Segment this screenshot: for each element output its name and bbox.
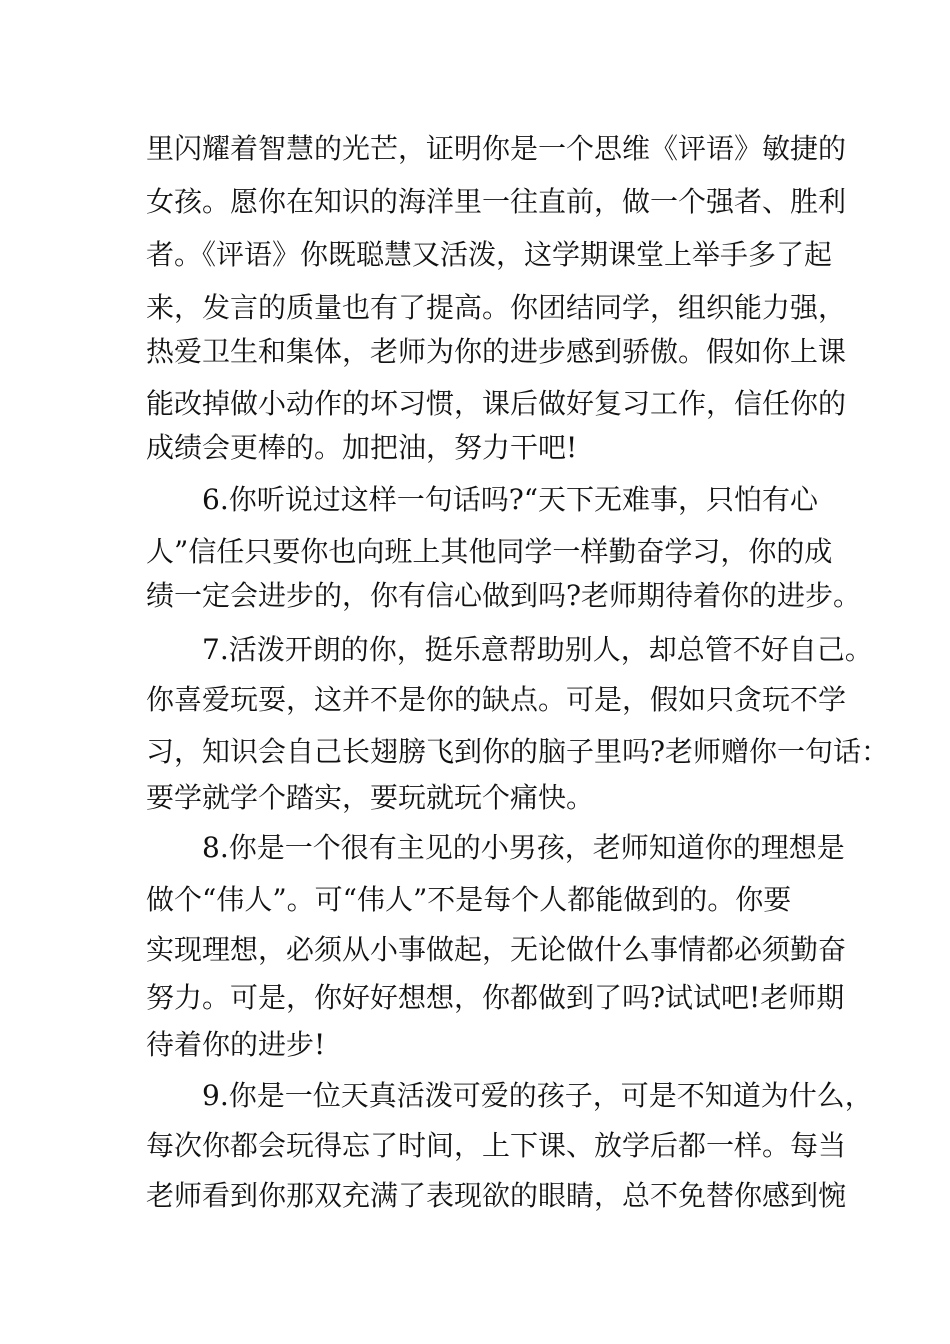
text-line: 老师看到你那双充满了表现欲的眼睛，总不免替你感到惋	[146, 1179, 847, 1212]
paragraph-8-start: 8.你是一个很有主见的小男孩，老师知道你的理想是	[202, 831, 845, 864]
text-line: 里闪耀着智慧的光芒，证明你是一个思维《评语》敏捷的	[146, 132, 847, 165]
text-line: 女孩。愿你在知识的海洋里一往直前，做一个强者、胜利	[146, 185, 847, 218]
text-line: 能改掉做小动作的坏习惯，课后做好复习工作，信任你的	[146, 387, 847, 420]
text-line: 来，发言的质量也有了提高。你团结同学，组织能力强，	[146, 291, 847, 324]
text-line: 绩一定会进步的，你有信心做到吗?老师期待着你的进步。	[146, 579, 862, 612]
text-line: 努力。可是，你好好想想，你都做到了吗?试试吧!老师期	[146, 981, 845, 1014]
text-line: 每次你都会玩得忘了时间，上下课、放学后都一样。每当	[146, 1129, 847, 1162]
text-line: 待着你的进步!	[146, 1028, 326, 1061]
text-line: 习，知识会自己长翅膀飞到你的脑子里吗?老师赠你一句话：	[146, 735, 890, 768]
text-line: 实现理想，必须从小事做起，无论做什么事情都必须勤奋	[146, 933, 847, 966]
text-line: 人”信任只要你也向班上其他同学一样勤奋学习，你的成	[146, 535, 833, 568]
text-line: 热爱卫生和集体，老师为你的进步感到骄傲。假如你上课	[146, 335, 847, 368]
text-line: 成绩会更棒的。加把油，努力干吧!	[146, 431, 578, 464]
text-line: 者。《评语》你既聪慧又活泼，这学期课堂上举手多了起	[146, 238, 833, 271]
text-line: 要学就学个踏实，要玩就玩个痛快。	[146, 781, 595, 814]
paragraph-7-start: 7.活泼开朗的你，挺乐意帮助别人，却总管不好自己。	[202, 633, 873, 666]
paragraph-9-start: 9.你是一位天真活泼可爱的孩子，可是不知道为什么，	[202, 1079, 873, 1112]
text-line: 你喜爱玩耍，这并不是你的缺点。可是，假如只贪玩不学	[146, 683, 847, 716]
text-line: 做个“伟人”。可“伟人”不是每个人都能做到的。你要	[146, 883, 792, 916]
paragraph-6-start: 6.你听说过这样一句话吗?“天下无难事，只怕有心	[202, 483, 819, 516]
